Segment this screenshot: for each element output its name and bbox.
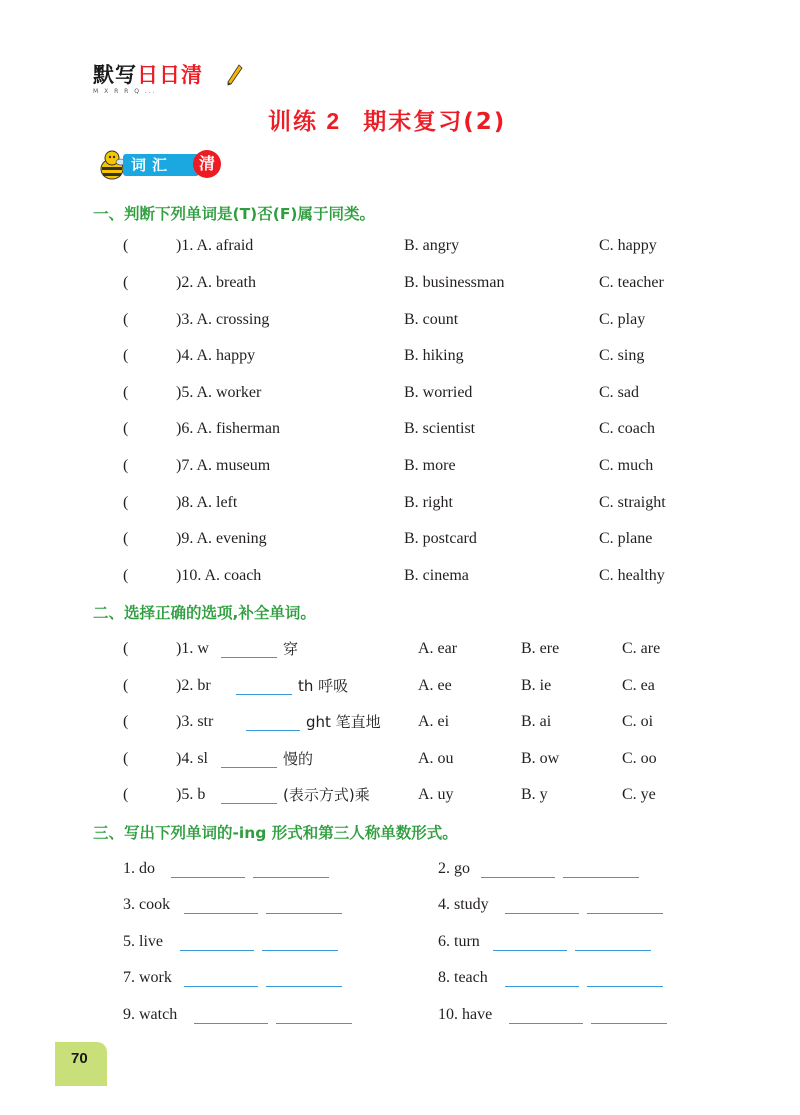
ing-form-blank[interactable] bbox=[184, 897, 258, 914]
word-label: 9. watch bbox=[123, 1006, 178, 1023]
third-person-blank[interactable] bbox=[587, 897, 663, 914]
option-b: B. ere bbox=[521, 640, 560, 657]
question-row bbox=[0, 271, 800, 295]
option-a: A. uy bbox=[418, 786, 454, 803]
lesson-title: 期末复习(2) bbox=[363, 109, 507, 135]
question-row bbox=[0, 234, 800, 258]
open-paren: ( bbox=[123, 530, 129, 547]
option-c: C. teacher bbox=[599, 274, 664, 291]
third-person-blank[interactable] bbox=[591, 1007, 667, 1024]
open-paren: ( bbox=[123, 274, 129, 291]
option-a: A. ou bbox=[418, 750, 454, 767]
answer-blank[interactable] bbox=[141, 527, 171, 547]
third-person-blank[interactable] bbox=[262, 934, 338, 951]
option-a: )10. A. coach bbox=[176, 567, 262, 584]
question-row bbox=[0, 674, 800, 698]
fill-in-blank[interactable] bbox=[246, 714, 300, 731]
fill-in-blank[interactable] bbox=[221, 751, 277, 768]
fill-in-blank[interactable] bbox=[221, 787, 277, 804]
pencil-icon bbox=[225, 64, 243, 88]
option-c: C. are bbox=[622, 640, 661, 657]
answer-blank[interactable] bbox=[141, 491, 171, 511]
third-person-blank[interactable] bbox=[587, 970, 663, 987]
word-prefix: )3. str bbox=[176, 713, 214, 730]
answer-blank[interactable] bbox=[141, 271, 171, 291]
option-c: C. oi bbox=[622, 713, 654, 730]
option-b: B. count bbox=[404, 311, 459, 328]
option-a: )9. A. evening bbox=[176, 530, 267, 547]
question-row bbox=[0, 344, 800, 368]
vocab-badge bbox=[95, 148, 235, 182]
option-a: )4. A. happy bbox=[176, 347, 256, 364]
question-row bbox=[0, 491, 800, 515]
option-a: A. ear bbox=[418, 640, 458, 657]
third-person-blank[interactable] bbox=[563, 861, 639, 878]
open-paren: ( bbox=[123, 494, 129, 511]
word-prefix: )1. w bbox=[176, 640, 209, 657]
question-row bbox=[0, 381, 800, 405]
exercise-row bbox=[0, 857, 800, 881]
open-paren: ( bbox=[123, 237, 129, 254]
brand-part1: 默写 bbox=[93, 63, 137, 87]
ing-form-blank[interactable] bbox=[493, 934, 567, 951]
third-person-blank[interactable] bbox=[266, 897, 342, 914]
open-paren: ( bbox=[123, 311, 129, 328]
question-row bbox=[0, 637, 800, 661]
word-label: 8. teach bbox=[438, 969, 488, 986]
word-label: 1. do bbox=[123, 860, 155, 877]
answer-blank[interactable] bbox=[141, 417, 171, 437]
open-paren: ( bbox=[123, 384, 129, 401]
open-paren: ( bbox=[123, 713, 129, 730]
question-row bbox=[0, 417, 800, 441]
answer-blank[interactable] bbox=[141, 674, 171, 694]
answer-blank[interactable] bbox=[141, 783, 171, 803]
answer-blank[interactable] bbox=[141, 308, 171, 328]
option-a: )5. A. worker bbox=[176, 384, 262, 401]
open-paren: ( bbox=[123, 640, 129, 657]
option-c: C. sad bbox=[599, 384, 639, 401]
lesson-number: 训练 2 bbox=[268, 108, 342, 134]
option-b: B. ai bbox=[521, 713, 552, 730]
option-a: )7. A. museum bbox=[176, 457, 271, 474]
option-b: B. hiking bbox=[404, 347, 464, 364]
ing-form-blank[interactable] bbox=[180, 934, 254, 951]
option-b: B. angry bbox=[404, 237, 460, 254]
exercise-row bbox=[0, 966, 800, 990]
page-number: 70 bbox=[71, 1050, 88, 1067]
open-paren: ( bbox=[123, 750, 129, 767]
option-b: B. y bbox=[521, 786, 548, 803]
ing-form-blank[interactable] bbox=[184, 970, 258, 987]
option-b: B. worried bbox=[404, 384, 473, 401]
ing-form-blank[interactable] bbox=[481, 861, 555, 878]
ing-form-blank[interactable] bbox=[171, 861, 245, 878]
section3-heading: 三、写出下列单词的-ing 形式和第三人称单数形式。 bbox=[93, 824, 458, 842]
open-paren: ( bbox=[123, 567, 129, 584]
open-paren: ( bbox=[123, 677, 129, 694]
third-person-blank[interactable] bbox=[253, 861, 329, 878]
option-c: C. play bbox=[599, 311, 646, 328]
option-b: B. right bbox=[404, 494, 453, 511]
option-c: C. straight bbox=[599, 494, 666, 511]
word-prefix: )2. br bbox=[176, 677, 211, 694]
fill-in-blank[interactable] bbox=[236, 678, 292, 695]
option-b: B. ow bbox=[521, 750, 560, 767]
option-c: C. coach bbox=[599, 420, 655, 437]
option-c: C. ea bbox=[622, 677, 655, 694]
answer-blank[interactable] bbox=[141, 344, 171, 364]
exercise-row bbox=[0, 893, 800, 917]
brand-subtitle: M X R R Q ... bbox=[93, 88, 157, 95]
question-row bbox=[0, 527, 800, 551]
option-c: C. oo bbox=[622, 750, 657, 767]
option-b: B. ie bbox=[521, 677, 552, 694]
word-label: 6. turn bbox=[438, 933, 480, 950]
option-b: B. postcard bbox=[404, 530, 477, 547]
word-suffix: 穿 bbox=[283, 640, 299, 658]
ing-form-blank[interactable] bbox=[505, 970, 579, 987]
answer-blank[interactable] bbox=[141, 637, 171, 657]
option-a: )1. A. afraid bbox=[176, 237, 254, 254]
open-paren: ( bbox=[123, 786, 129, 803]
open-paren: ( bbox=[123, 347, 129, 364]
option-c: C. plane bbox=[599, 530, 653, 547]
answer-blank[interactable] bbox=[141, 747, 171, 767]
word-label: 7. work bbox=[123, 969, 172, 986]
third-person-blank[interactable] bbox=[575, 934, 651, 951]
option-c: C. ye bbox=[622, 786, 656, 803]
answer-blank[interactable] bbox=[141, 710, 171, 730]
option-b: B. scientist bbox=[404, 420, 476, 437]
answer-blank[interactable] bbox=[141, 454, 171, 474]
word-suffix: th 呼吸 bbox=[298, 677, 349, 695]
third-person-blank[interactable] bbox=[266, 970, 342, 987]
open-paren: ( bbox=[123, 457, 129, 474]
exercise-row bbox=[0, 1003, 800, 1027]
question-row bbox=[0, 564, 800, 588]
page-title bbox=[268, 103, 506, 136]
question-row bbox=[0, 308, 800, 332]
ing-form-blank[interactable] bbox=[509, 1007, 583, 1024]
answer-blank[interactable] bbox=[141, 234, 171, 254]
ing-form-blank[interactable] bbox=[194, 1007, 268, 1024]
option-c: C. much bbox=[599, 457, 654, 474]
word-label: 2. go bbox=[438, 860, 470, 877]
brand-part2: 日日清 bbox=[137, 63, 203, 87]
answer-blank[interactable] bbox=[141, 381, 171, 401]
word-label: 10. have bbox=[438, 1006, 493, 1023]
answer-blank[interactable] bbox=[141, 564, 171, 584]
option-a: A. ee bbox=[418, 677, 452, 694]
option-a: )3. A. crossing bbox=[176, 311, 270, 328]
option-b: B. cinema bbox=[404, 567, 469, 584]
word-prefix: )5. b bbox=[176, 786, 206, 803]
section1-heading: 一、判断下列单词是(T)否(F)属于同类。 bbox=[93, 205, 375, 223]
question-row bbox=[0, 747, 800, 771]
option-b: B. more bbox=[404, 457, 456, 474]
page-number-tab bbox=[55, 1042, 107, 1086]
word-label: 4. study bbox=[438, 896, 489, 913]
question-row bbox=[0, 454, 800, 478]
fill-in-blank[interactable] bbox=[221, 641, 277, 658]
badge-seal: 清 bbox=[193, 150, 221, 178]
word-suffix: (表示方式)乘 bbox=[283, 786, 370, 804]
option-a: )2. A. breath bbox=[176, 274, 256, 291]
word-label: 5. live bbox=[123, 933, 163, 950]
word-prefix: )4. sl bbox=[176, 750, 208, 767]
word-label: 3. cook bbox=[123, 896, 171, 913]
ing-form-blank[interactable] bbox=[505, 897, 579, 914]
exercise-row bbox=[0, 930, 800, 954]
third-person-blank[interactable] bbox=[276, 1007, 352, 1024]
option-a: A. ei bbox=[418, 713, 450, 730]
word-suffix: 慢的 bbox=[283, 750, 314, 768]
section2-heading: 二、选择正确的选项,补全单词。 bbox=[93, 604, 316, 622]
badge-label: 词汇 bbox=[123, 154, 199, 176]
open-paren: ( bbox=[123, 420, 129, 437]
option-c: C. healthy bbox=[599, 567, 665, 584]
option-c: C. sing bbox=[599, 347, 645, 364]
question-row bbox=[0, 783, 800, 807]
option-a: )6. A. fisherman bbox=[176, 420, 280, 437]
option-a: )8. A. left bbox=[176, 494, 238, 511]
option-c: C. happy bbox=[599, 237, 657, 254]
option-b: B. businessman bbox=[404, 274, 505, 291]
question-row bbox=[0, 710, 800, 734]
word-suffix: ght 笔直地 bbox=[306, 713, 381, 731]
